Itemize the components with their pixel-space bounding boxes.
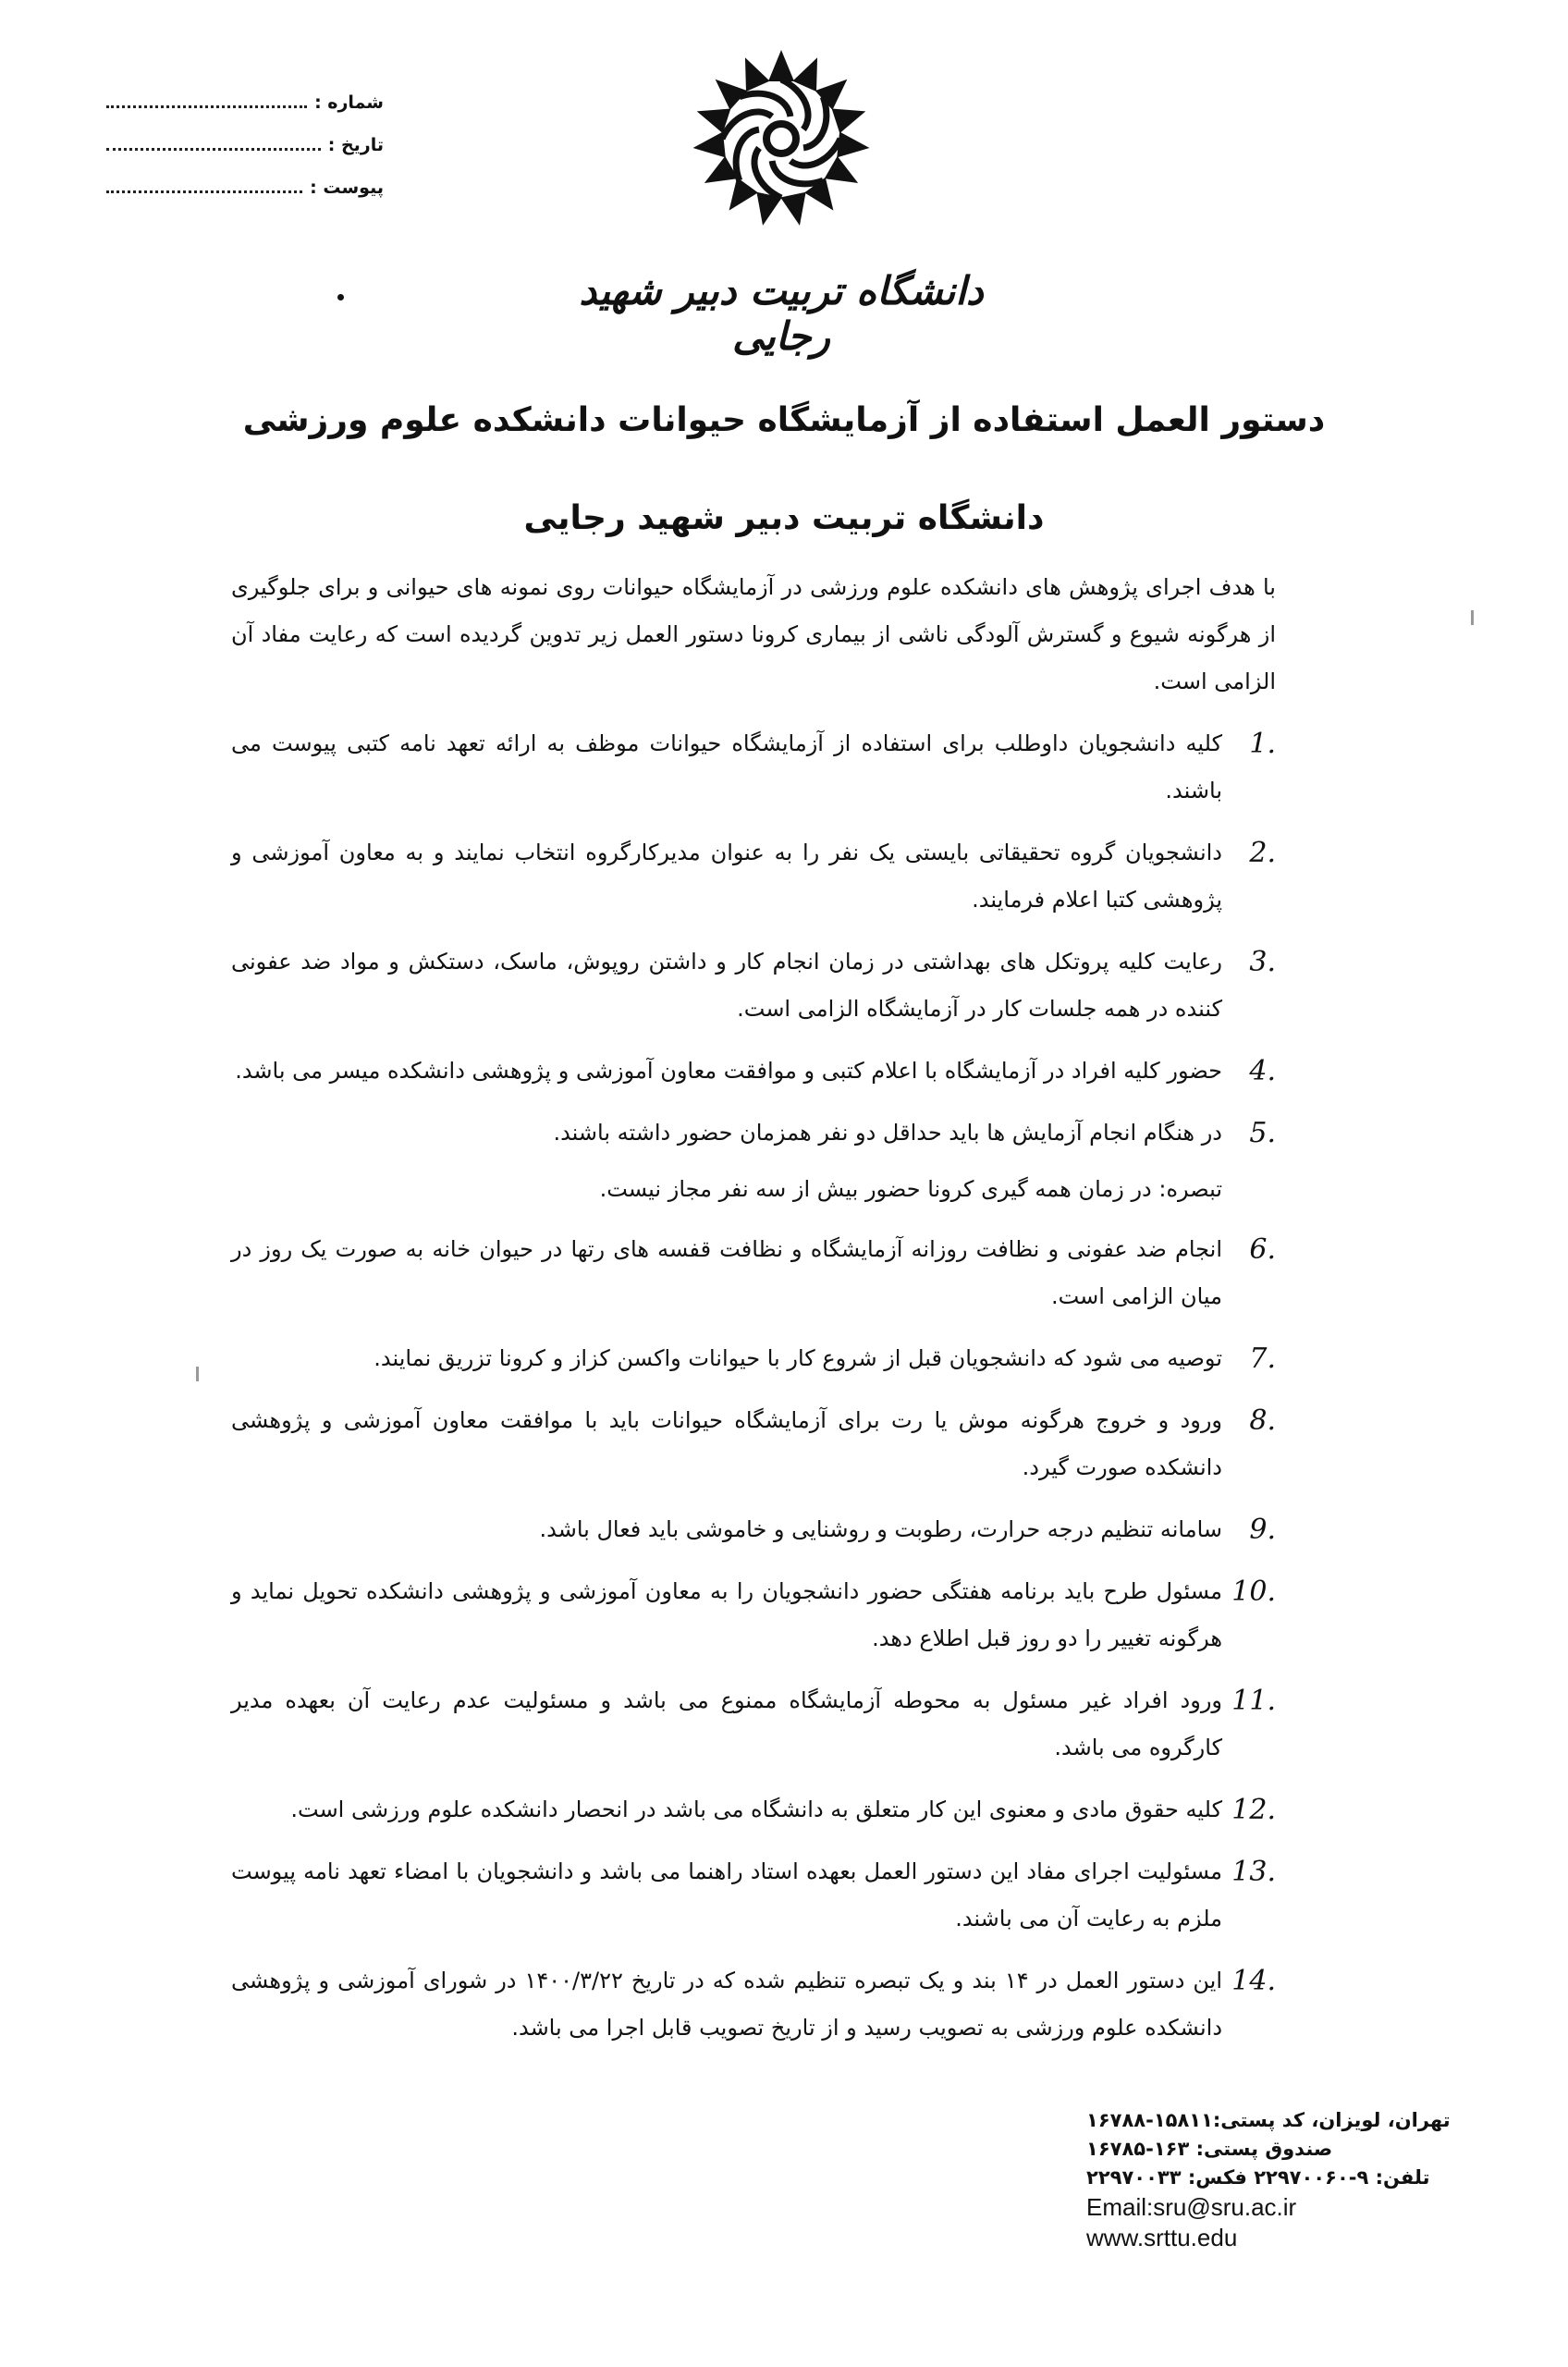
item-number: 3. (1249, 946, 1276, 978)
letter-attachment-label: پیوست : (310, 178, 384, 198)
regulation-list (231, 720, 1276, 2052)
list-item (231, 720, 1276, 815)
list-item (231, 829, 1276, 924)
letter-number-field (106, 92, 384, 135)
item-number: 13. (1231, 1856, 1276, 1888)
document-body (231, 564, 1276, 2067)
scan-dot (337, 294, 344, 300)
item-number: 1. (1249, 728, 1276, 760)
item-text: کلیه حقوق مادی و معنوی این کار متعلق به دانشگاه می باشد در انحصار دانشکده علوم ورزشی است. (290, 1797, 1222, 1822)
letter-number-label: شماره : (314, 92, 384, 113)
item-number: 4. (1249, 1055, 1276, 1087)
item-text: در هنگام انجام آزمایش ها باید حداقل دو نفر همزمان حضور داشته باشند. (553, 1120, 1222, 1146)
list-item (231, 1677, 1276, 1772)
item-text: کلیه دانشجویان داوطلب برای استفاده از آزمایشگاه حیوانات موظف به ارائه تعهد نامه کتبی پیوست می باشند. (231, 730, 1222, 803)
university-name-calligraphy: دانشگاه تربیت دبیر شهید رجایی (579, 268, 984, 359)
list-item (231, 1335, 1276, 1382)
item-number: 9. (1249, 1514, 1276, 1546)
list-item (231, 1048, 1276, 1095)
item-text: ورود افراد غیر مسئول به محوطه آزمایشگاه ممنوع می باشد و مسئولیت عدم رعایت آن بعهده مدیر کارگروه می باشد. (231, 1687, 1222, 1760)
scan-mark (196, 1367, 199, 1381)
footer-email: Email:sru@sru.ac.ir (1086, 2193, 1297, 2221)
intro-paragraph: با هدف اجرای پژوهش های دانشکده علوم ورزشی در آزمایشگاه حیوانات روی نمونه های حیوانی و برای جلوگیری از هرگونه شیوع و گسترش آلودگی ناشی از بیماری کرونا دستور العمل زیر تدوین گردیده است که رعایت مفاد آن الزامی است. (231, 574, 1276, 694)
footer-address: تهران، لویزان، کد پستی:۱۵۸۱۱-۱۶۷۸۸ (1086, 2109, 1451, 2131)
letter-attachment-field (106, 178, 384, 220)
list-item (231, 1397, 1276, 1491)
item-number: 2. (1249, 837, 1276, 869)
footer-phone-fax: تلفن: ۹-۲۲۹۷۰۰۶۰ فکس: ۲۲۹۷۰۰۳۳ (1086, 2166, 1430, 2189)
dotted-line (106, 135, 321, 151)
item-text: انجام ضد عفونی و نظافت روزانه آزمایشگاه و نظافت قفسه های رتها در حیوان خانه به صورت یک روز در میان الزامی است. (231, 1236, 1222, 1309)
dotted-line (106, 92, 307, 108)
item-text: رعایت کلیه پروتکل های بهداشتی در زمان انجام کار و داشتن روپوش، ماسک، دستکش و مواد ضد عفونی کننده در همه جلسات کار در آزمایشگاه الزامی است. (231, 949, 1222, 1022)
list-item (231, 1506, 1276, 1553)
document-title: دستور العمل استفاده از آزمایشگاه حیوانات دانشکده علوم ورزشی (242, 401, 1326, 440)
dotted-line (106, 178, 302, 193)
note-clause: تبصره: در زمان همه گیری کرونا حضور بیش از سه نفر مجاز نیست. (599, 1176, 1222, 1202)
item-number: 5. (1249, 1117, 1276, 1149)
list-item (231, 1226, 1276, 1320)
list-item (231, 1568, 1276, 1662)
item-text: توصیه می شود که دانشجویان قبل از شروع کار با حیوانات واکسن کزاز و کرونا تزریق نمایند. (374, 1345, 1222, 1371)
item-text: دانشجویان گروه تحقیقاتی بایستی یک نفر را به عنوان مدیرکارگروه انتخاب نمایند و به معاون آموزشی و پژوهشی کتبا اعلام فرمایند. (231, 840, 1222, 913)
university-logo (689, 46, 874, 231)
list-item (231, 1110, 1276, 1157)
letter-date-label: تاریخ : (327, 135, 384, 155)
item-text: این دستور العمل در ۱۴ بند و یک تبصره تنظیم شده که در تاریخ ۱۴۰۰/۳/۲۲ در شورای آموزشی و پژوهشی دانشکده علوم ورزشی به تصویب رسید و از تاریخ تصویب قابل اجرا می باشد. (231, 1968, 1222, 2041)
item-text: سامانه تنظیم درجه حرارت، رطوبت و روشنایی و خاموشی باید فعال باشد. (539, 1516, 1222, 1542)
item-number: 12. (1231, 1794, 1276, 1826)
item-number: 8. (1249, 1404, 1276, 1437)
letter-reference-fields (106, 92, 384, 220)
list-item (231, 1848, 1276, 1943)
item-number: 14. (1231, 1965, 1276, 1997)
item-text: ورود و خروج هرگونه موش یا رت برای آزمایشگاه حیوانات باید با موافقت معاون آموزشی و پژوهشی دانشکده صورت گیرد. (231, 1407, 1222, 1480)
item-text: حضور کلیه افراد در آزمایشگاه با اعلام کتبی و موافقت معاون آموزشی و پژوهشی دانشکده میسر می باشد. (235, 1058, 1222, 1084)
letter-date-field (106, 135, 384, 178)
list-item (231, 938, 1276, 1033)
item-text: مسئول طرح باید برنامه هفتگی حضور دانشجویان را به معاون آموزشی و پژوهشی دانشکده تحویل نماید و هرگونه تغییر را دو روز قبل اطلاع دهد. (231, 1578, 1222, 1651)
footer-website: www.srttu.edu (1086, 2224, 1238, 2251)
item-number: 6. (1249, 1233, 1276, 1266)
item-number: 10. (1231, 1576, 1276, 1608)
document-subtitle: دانشگاه تربیت دبیر شهید رجایی (523, 498, 1045, 537)
footer-contact (1086, 2106, 1456, 2253)
item-text: مسئولیت اجرای مفاد این دستور العمل بعهده استاد راهنما می باشد و دانشجویان با امضاء تعهد نامه پیوست ملزم به رعایت آن می باشند. (231, 1858, 1222, 1932)
footer-po-box: صندوق پستی: ۱۶۳-۱۶۷۸۵ (1086, 2138, 1333, 2160)
list-item (231, 1957, 1276, 2052)
list-item (231, 1786, 1276, 1834)
item-number: 11. (1231, 1685, 1276, 1717)
scan-mark (1471, 610, 1474, 625)
item-number: 7. (1249, 1343, 1276, 1375)
